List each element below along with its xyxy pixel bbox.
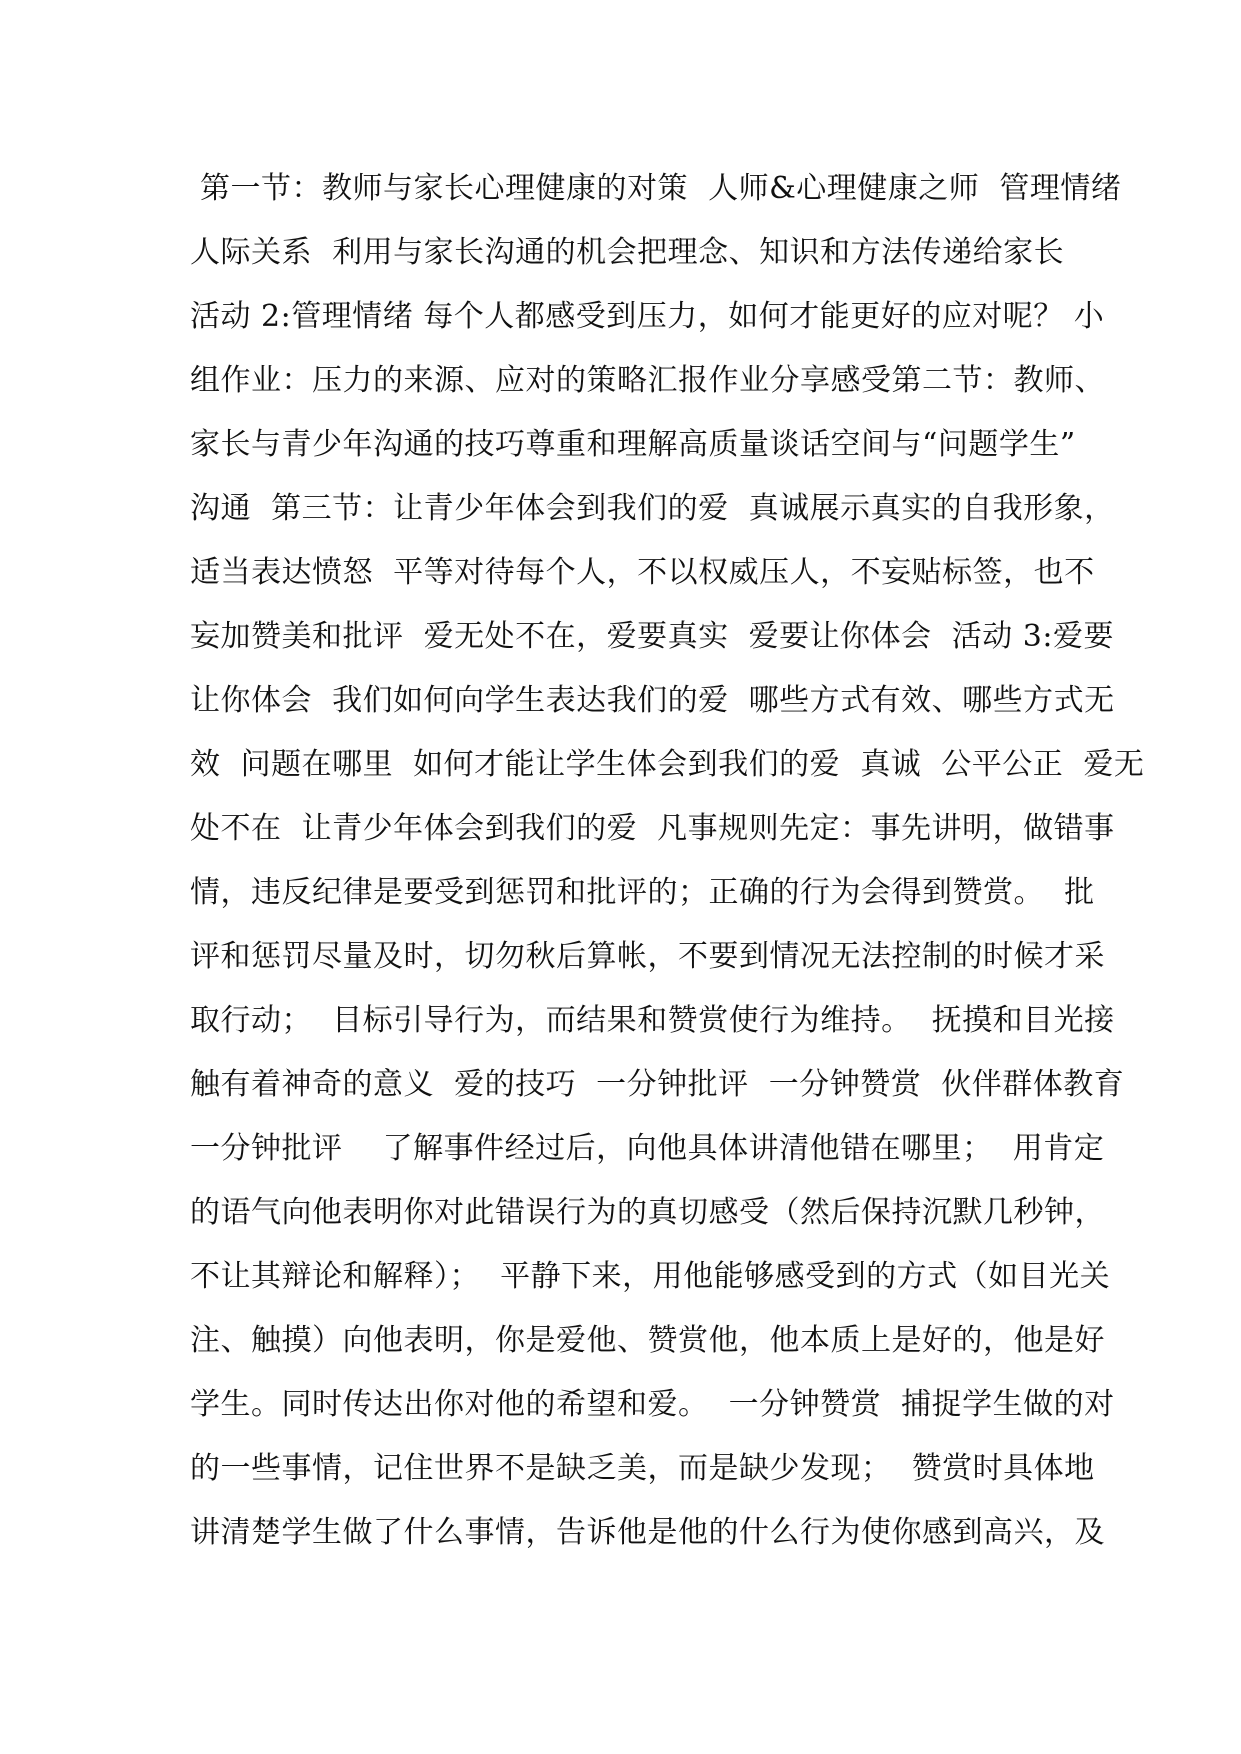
text-line: 的语气向他表明你对此错误行为的真切感受（然后保持沉默几秒钟，: [190, 1195, 1105, 1230]
text-line: 注、触摸）向他表明，你是爱他、赞赏他，他本质上是好的，他是好: [190, 1323, 1105, 1358]
text-line: 让你体会 我们如何向学生表达我们的爱 哪些方式有效、哪些方式无: [190, 683, 1115, 718]
text-line: 妄加赞美和批评 爱无处不在，爱要真实 爱要让你体会 活动 3:爱要: [190, 619, 1114, 654]
text-line: 的一些事情，记住世界不是缺乏美，而是缺少发现； 赞赏时具体地: [190, 1451, 1095, 1486]
text-line: 情，违反纪律是要受到惩罚和批评的；正确的行为会得到赞赏。 批: [190, 875, 1095, 910]
text-line: 讲清楚学生做了什么事情，告诉他是他的什么行为使你感到高兴，及: [190, 1515, 1105, 1550]
text-line: 处不在 让青少年体会到我们的爱 凡事规则先定：事先讲明，做错事: [190, 811, 1115, 846]
text-line: 适当表达愤怒 平等对待每个人，不以权威压人，不妄贴标签，也不: [190, 555, 1095, 590]
text-line: 学生。同时传达出你对他的希望和爱。 一分钟赞赏 捕捉学生做的对: [190, 1387, 1115, 1422]
text-line: 家长与青少年沟通的技巧尊重和理解高质量谈话空间与“问题学生”: [190, 427, 1076, 462]
text-line: 人际关系 利用与家长沟通的机会把理念、知识和方法传递给家长: [190, 235, 1065, 270]
text-line: 取行动； 目标引导行为，而结果和赞赏使行为维持。 抚摸和目光接: [190, 1003, 1115, 1038]
text-line: 不让其辩论和解释）； 平静下来，用他能够感受到的方式（如目光关: [190, 1259, 1111, 1294]
text-line: 活动 2:管理情绪 每个人都感受到压力，如何才能更好的应对呢？ 小: [190, 299, 1105, 334]
text-line: 组作业：压力的来源、应对的策略汇报作业分享感受第二节：教师、: [190, 363, 1105, 398]
text-line: 一分钟批评 了解事件经过后，向他具体讲清他错在哪里； 用肯定: [190, 1131, 1105, 1166]
text-line: 效 问题在哪里 如何才能让学生体会到我们的爱 真诚 公平公正 爱无: [190, 747, 1145, 782]
text-line: 评和惩罚尽量及时，切勿秋后算帐，不要到情况无法控制的时候才采: [190, 939, 1105, 974]
body-text: [190, 157, 1145, 1565]
text-line: 触有着神奇的意义 爱的技巧 一分钟批评 一分钟赞赏 伙伴群体教育: [190, 1067, 1125, 1102]
text-line: 沟通 第三节：让青少年体会到我们的爱 真诚展示真实的自我形象，: [190, 491, 1115, 526]
text-line: 第一节：教师与家长心理健康的对策 人师&心理健康之师 管理情绪: [190, 171, 1122, 206]
